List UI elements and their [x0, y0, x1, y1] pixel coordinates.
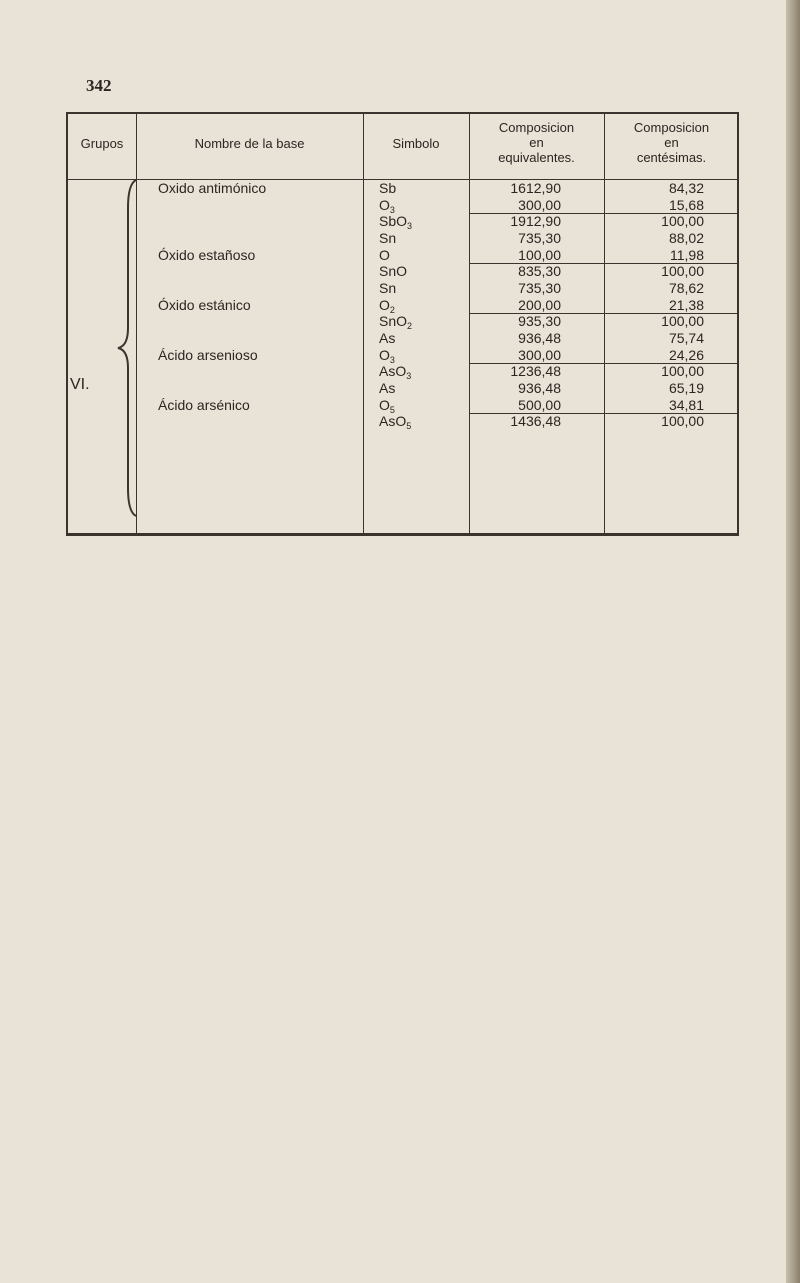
header-equiv-line: equivalentes. [498, 150, 575, 165]
symbol-text: AsO [379, 363, 407, 379]
symbol-text: Sn [379, 280, 397, 296]
centesimal-value: 78,62 [668, 280, 704, 296]
composition-table [66, 112, 739, 536]
symbol-text: SnO [379, 263, 408, 279]
equivalent-value: 1912,90 [510, 213, 561, 229]
symbol-cell [379, 180, 396, 196]
symbol-text: O [379, 396, 390, 413]
centesimal-value: 88,02 [668, 230, 704, 246]
col-divider [604, 114, 605, 533]
page-edge [786, 0, 800, 1283]
centesimal-value: 75,74 [668, 330, 704, 346]
equivalent-value: 936,48 [518, 330, 561, 346]
centesimal-value: 65,19 [668, 380, 704, 396]
symbol-cell [379, 297, 395, 313]
symbol-text: As [379, 380, 396, 396]
symbol-text: Sb [379, 180, 397, 196]
equivalent-value: 935,30 [518, 313, 561, 329]
symbol-subscript: 3 [406, 371, 412, 381]
centesimal-value: 100,00 [661, 213, 704, 229]
symbol-cell [379, 213, 412, 229]
symbol-subscript: 5 [406, 421, 412, 431]
symbol-subscript: 2 [407, 321, 413, 331]
symbol-cell [379, 397, 395, 413]
group-label: VI. [70, 376, 90, 393]
equivalent-value: 1612,90 [510, 180, 561, 196]
symbol-text: Sn [379, 230, 397, 246]
centesimal-value: 100,00 [661, 263, 704, 279]
symbol-subscript: 3 [389, 354, 395, 365]
equivalent-value: 735,30 [518, 280, 561, 296]
symbol-text: As [379, 330, 396, 346]
symbol-text: SbO [379, 213, 408, 229]
symbol-cell [379, 347, 395, 363]
equivalent-value: 300,00 [518, 196, 561, 213]
symbol-cell [379, 413, 411, 429]
base-name: Ácido arsénico [158, 396, 250, 413]
base-name: Oxido antimónico [158, 180, 267, 196]
symbol-cell [379, 230, 396, 246]
header-cent-line: en [664, 135, 679, 150]
symbol-cell [379, 247, 390, 263]
symbol-text: O [379, 346, 390, 363]
centesimal-value: 34,81 [668, 396, 704, 413]
symbol-cell [379, 380, 395, 396]
equivalent-value: 200,00 [518, 296, 561, 313]
equivalent-value: 1436,48 [510, 413, 561, 429]
header-cent-line: Composicion [633, 120, 710, 135]
header-centesimas [604, 120, 739, 165]
centesimal-value: 11,98 [670, 246, 704, 263]
symbol-text: SnO [379, 313, 408, 329]
symbol-text: O [379, 246, 390, 263]
centesimal-value: 84,32 [668, 180, 704, 196]
centesimal-value: 21,38 [668, 296, 704, 313]
equivalent-value: 100,00 [518, 246, 561, 263]
base-name: Ácido arsenioso [158, 346, 258, 363]
header-equivalentes [469, 120, 604, 165]
symbol-cell [379, 363, 411, 379]
symbol-text: O [379, 196, 390, 213]
equivalent-value: 936,48 [518, 380, 561, 396]
symbol-text: AsO [379, 413, 407, 429]
centesimal-value: 100,00 [661, 413, 704, 429]
symbol-subscript: 2 [389, 304, 395, 315]
header-grupos: Grupos [80, 136, 124, 151]
base-name: Óxido estañoso [158, 246, 256, 263]
col-divider [363, 114, 364, 533]
base-name: Óxido estánico [158, 296, 251, 313]
centesimal-value: 100,00 [661, 363, 704, 379]
header-equiv-line: en [529, 135, 544, 150]
symbol-cell [379, 330, 395, 346]
symbol-text: O [379, 296, 390, 313]
centesimal-value: 100,00 [661, 313, 704, 329]
symbol-cell [379, 197, 395, 213]
header-equiv-line: Composicion [498, 120, 575, 135]
symbol-cell [379, 313, 412, 329]
symbol-cell [379, 263, 407, 279]
col-divider [469, 114, 470, 533]
equivalent-value: 735,30 [518, 230, 561, 246]
centesimal-value: 15,68 [668, 196, 704, 213]
equivalent-value: 300,00 [518, 346, 561, 363]
header-cent-line: centésimas. [636, 150, 707, 165]
group-brace [108, 178, 138, 518]
symbol-subscript: 5 [389, 404, 395, 415]
header-simbolo: Simbolo [392, 136, 440, 151]
page-number: 342 [86, 76, 112, 95]
symbol-cell [379, 280, 396, 296]
symbol-subscript: 3 [389, 204, 395, 215]
centesimal-value: 24,26 [668, 346, 704, 363]
equivalent-value: 1236,48 [510, 363, 561, 379]
equivalent-value: 500,00 [518, 396, 561, 413]
symbol-subscript: 3 [407, 221, 413, 231]
equivalent-value: 835,30 [518, 263, 561, 279]
header-nombre: Nombre de la base [194, 136, 305, 151]
